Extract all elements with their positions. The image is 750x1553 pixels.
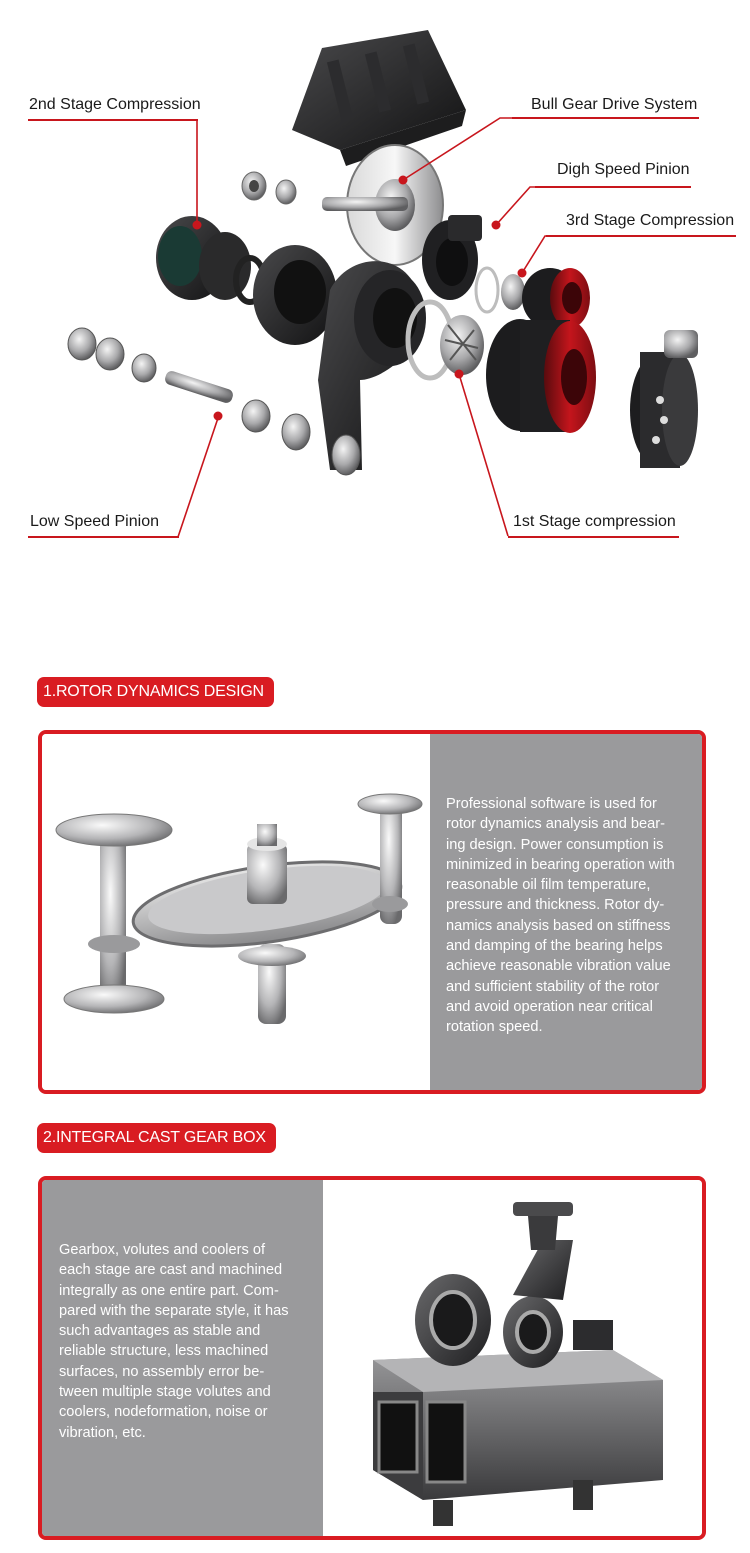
section-2-text-block <box>42 1180 323 1536</box>
text-line: and damping of the bearing helps <box>446 938 663 955</box>
text-line: Gearbox, volutes and coolers of <box>59 1242 266 1258</box>
rotor-assembly-image <box>42 734 430 1090</box>
label-bull-gear-drive-system: Bull Gear Drive System <box>531 96 698 113</box>
section-2-panel <box>38 1176 706 1540</box>
text-line: minimized in bearing operation with <box>446 856 675 873</box>
text-line: reasonable oil film temperature, <box>446 877 651 894</box>
underline-2nd-stage <box>28 119 198 121</box>
underline-low-speed-pinion <box>28 536 179 538</box>
underline-high-speed-pinion <box>535 186 691 188</box>
section-1-description <box>446 794 675 1038</box>
cast-gearbox-image <box>323 1180 702 1536</box>
text-line: such advantages as stable and <box>59 1323 261 1340</box>
side-housing <box>630 330 698 468</box>
underline-bull-gear <box>512 117 699 119</box>
text-line: integrally as one entire part. Com- <box>59 1282 279 1299</box>
text-line: Professional software is used for <box>446 796 657 812</box>
red-cooler-large <box>486 319 596 433</box>
text-line: each stage are cast and machined <box>59 1262 283 1279</box>
stage3-impeller <box>501 274 525 310</box>
text-line: namics analysis based on stiffness <box>446 917 671 934</box>
section-1-text-block <box>430 734 702 1090</box>
label-1st-stage-compression: 1st Stage compression <box>513 513 676 530</box>
text-line: and avoid operation near critical <box>446 998 653 1015</box>
text-line: and sufficient stability of the rotor <box>446 978 660 995</box>
section-1-panel <box>38 730 706 1094</box>
label-2nd-stage-compression: 2nd Stage Compression <box>29 96 201 113</box>
underline-1st-stage <box>508 536 679 538</box>
compressor-parts-illustration <box>0 0 750 600</box>
low-speed-pinion-parts <box>68 328 360 475</box>
label-low-speed-pinion: Low Speed Pinion <box>30 513 159 530</box>
red-cooler-small <box>522 268 590 328</box>
rotor-assembly-illustration <box>42 734 430 1090</box>
text-line: achieve reasonable vibration value <box>446 958 671 975</box>
section-2-title: 2.INTEGRAL CAST GEAR BOX <box>37 1123 276 1153</box>
text-line: rotation speed. <box>446 1019 543 1036</box>
exploded-compressor-diagram <box>0 0 750 600</box>
section-1-title: 1.ROTOR DYNAMICS DESIGN <box>37 677 274 707</box>
cast-gearbox-illustration <box>323 1180 702 1536</box>
text-line: reliable structure, less machined <box>59 1343 269 1360</box>
text-line: vibration, etc. <box>59 1424 146 1441</box>
text-line: ing design. Power consumption is <box>446 836 664 853</box>
label-high-speed-pinion: Digh Speed Pinion <box>557 161 690 178</box>
text-line: surfaces, no assembly error be- <box>59 1363 265 1380</box>
section-2-description <box>59 1240 289 1443</box>
text-line: coolers, nodeformation, noise or <box>59 1404 268 1421</box>
text-line: tween multiple stage volutes and <box>59 1384 271 1401</box>
stage1-impeller <box>440 315 484 375</box>
text-line: pared with the separate style, it has <box>59 1302 289 1319</box>
underline-3rd-stage <box>546 235 736 237</box>
text-line: pressure and thickness. Rotor dy- <box>446 897 665 914</box>
text-line: rotor dynamics analysis and bear- <box>446 816 666 833</box>
stage2-volute <box>156 216 264 302</box>
gearbox-cover <box>292 30 466 166</box>
label-3rd-stage-compression: 3rd Stage Compression <box>566 212 735 229</box>
